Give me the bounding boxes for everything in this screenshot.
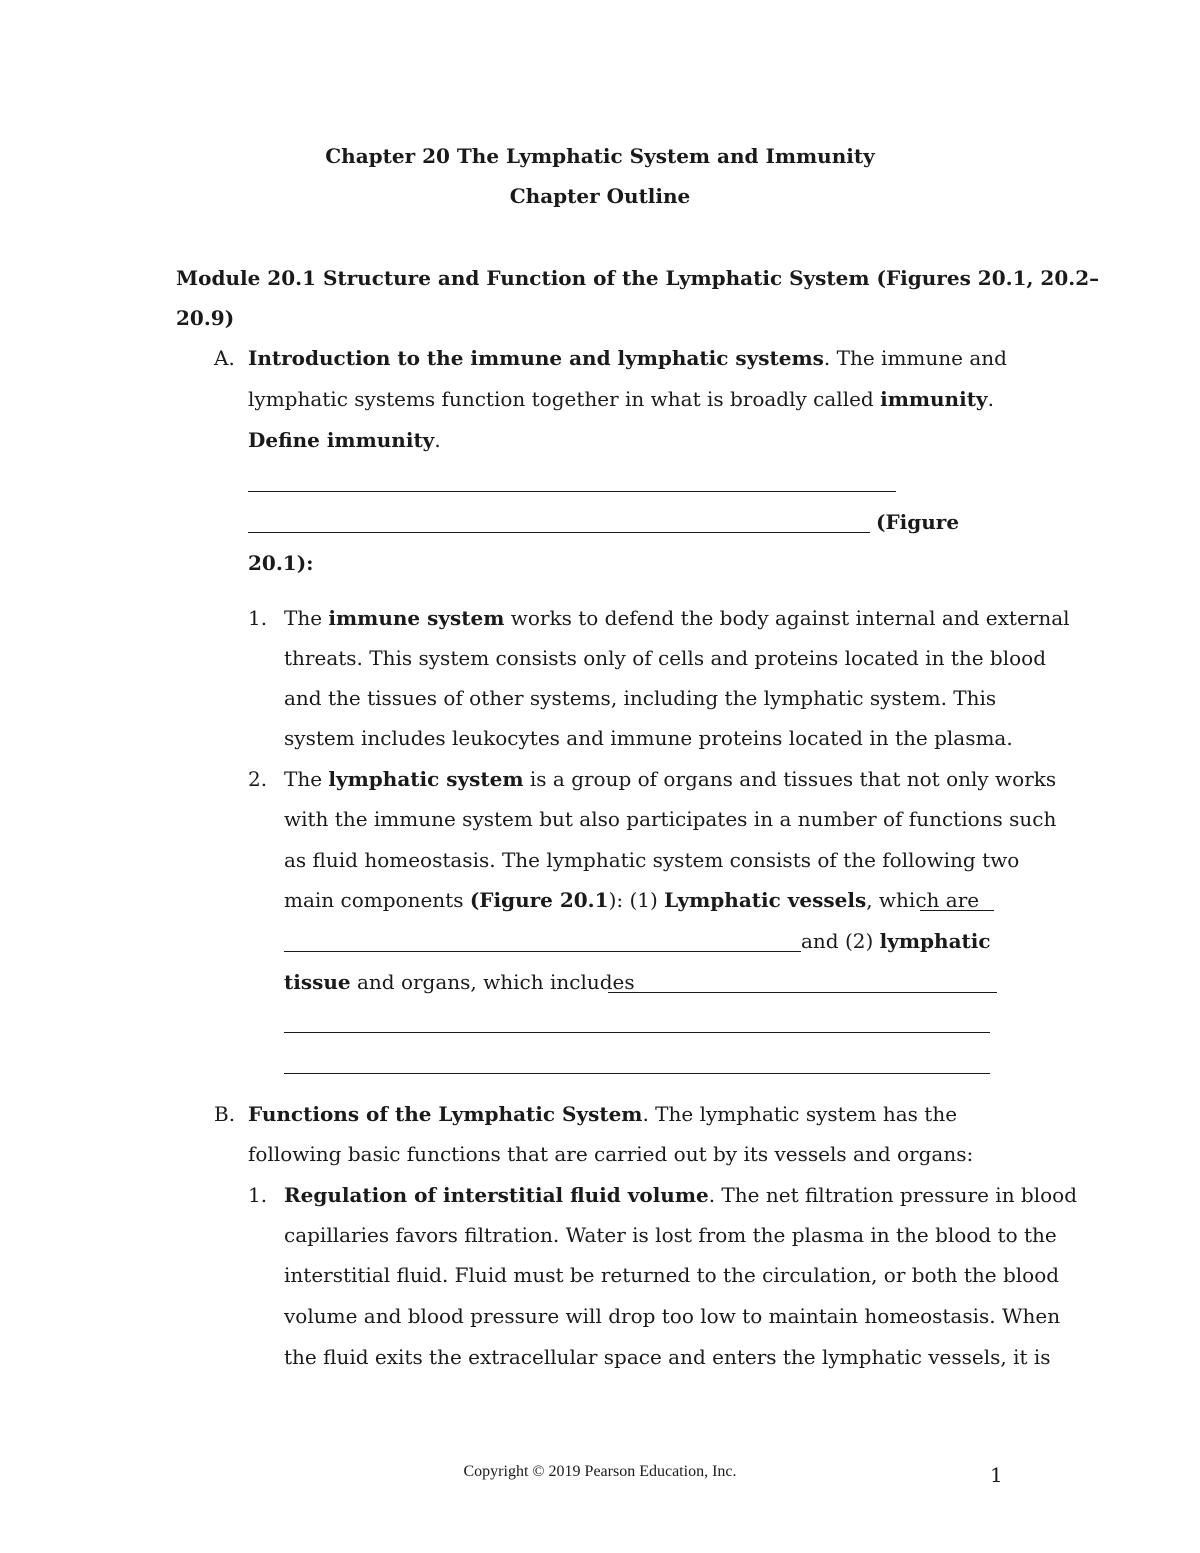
page-number: 1 bbox=[990, 1463, 1003, 1487]
figure-ref-line2: 20.1): bbox=[248, 551, 314, 575]
list-item-line bbox=[284, 1185, 1077, 1205]
section-b-line2: following basic functions that are carried out by its vessels and organs: bbox=[248, 1142, 974, 1166]
list-item-line bbox=[284, 890, 979, 910]
list-item-line: interstitial fluid. Fluid must be returned to the circulation, or both the blood bbox=[284, 1263, 1060, 1287]
answer-blank-vessels-a[interactable] bbox=[920, 910, 994, 911]
section-b-heading: Functions of the Lymphatic System bbox=[248, 1102, 643, 1126]
copyright-footer: Copyright © 2019 Pearson Education, Inc. bbox=[463, 1463, 737, 1480]
immune-system-term: immune system bbox=[328, 606, 505, 630]
lymphatic-term: lymphatic bbox=[879, 929, 991, 953]
list-item-line bbox=[801, 931, 991, 951]
answer-blank-vessels-b[interactable] bbox=[284, 951, 801, 952]
section-a-heading: Introduction to the immune and lymphatic systems bbox=[248, 346, 824, 370]
module-heading-line2: 20.9) bbox=[176, 306, 235, 330]
list-item-line bbox=[284, 972, 635, 992]
list-item-line: capillaries favors filtration. Water is lost from the plasma in the blood to the bbox=[284, 1223, 1057, 1247]
list-item-line: and the tissues of other systems, including the lymphatic system. This bbox=[284, 686, 997, 710]
module-heading-line1: Module 20.1 Structure and Function of the Lymphatic System (Figures 20.1, 20.2– bbox=[176, 266, 1100, 290]
section-b-marker: B. bbox=[214, 1102, 236, 1126]
list-item-line: as fluid homeostasis. The lymphatic system consists of the following two bbox=[284, 848, 1020, 872]
list-item-marker: 1. bbox=[248, 1183, 268, 1207]
immunity-term: immunity bbox=[880, 387, 988, 411]
section-a-line1-text: . The immune and bbox=[823, 346, 1007, 370]
text-span: main components bbox=[284, 888, 470, 912]
list-item-line bbox=[284, 769, 1056, 789]
text-span: works to defend the body against internal and external bbox=[504, 606, 1070, 630]
section-b-line1 bbox=[248, 1104, 957, 1124]
section-a-marker: A. bbox=[214, 346, 235, 370]
tissue-term: tissue bbox=[284, 970, 351, 994]
text-span: . The lymphatic system has the bbox=[642, 1102, 958, 1126]
text-span: is a group of organs and tissues that not only works bbox=[523, 767, 1057, 791]
text-span: . The net filtration pressure in blood bbox=[708, 1183, 1078, 1207]
answer-blank-line-2[interactable] bbox=[248, 532, 870, 533]
chapter-title: Chapter 20 The Lymphatic System and Immunity bbox=[325, 144, 875, 168]
text-span: ): (1) bbox=[608, 888, 665, 912]
figure-ref: (Figure 20.1 bbox=[469, 888, 609, 912]
answer-blank-line-1[interactable] bbox=[248, 491, 896, 492]
answer-blank-tissue-c[interactable] bbox=[284, 1073, 990, 1074]
figure-ref-line1: (Figure bbox=[876, 510, 960, 534]
text-span: and organs, which includes bbox=[350, 970, 635, 994]
define-immunity-prompt: Define immunity bbox=[248, 428, 435, 452]
text-span: The bbox=[284, 606, 329, 630]
section-a-line2-end: . bbox=[987, 387, 994, 411]
list-item-line: threats. This system consists only of cells and proteins located in the blood bbox=[284, 646, 1047, 670]
chapter-subtitle: Chapter Outline bbox=[509, 184, 691, 208]
list-item-line bbox=[284, 608, 1070, 628]
section-a-line2 bbox=[248, 389, 994, 409]
list-item-line: with the immune system but also participates in a number of functions such bbox=[284, 807, 1057, 831]
text-span: , which are bbox=[866, 888, 980, 912]
define-immunity-line bbox=[248, 430, 441, 450]
list-item-marker: 1. bbox=[248, 606, 268, 630]
fluid-volume-term: Regulation of interstitial fluid volume bbox=[284, 1183, 709, 1207]
list-item-line: the fluid exits the extracellular space and enters the lymphatic vessels, it is bbox=[284, 1345, 1051, 1369]
list-item-line: system includes leukocytes and immune proteins located in the plasma. bbox=[284, 726, 1013, 750]
text-span: and (2) bbox=[801, 929, 880, 953]
section-a-line1 bbox=[248, 348, 1007, 368]
lymphatic-vessels-term: Lymphatic vessels bbox=[664, 888, 867, 912]
define-immunity-end: . bbox=[434, 428, 441, 452]
list-item-marker: 2. bbox=[248, 767, 268, 791]
text-span: The bbox=[284, 767, 329, 791]
lymphatic-system-term: lymphatic system bbox=[328, 767, 524, 791]
answer-blank-tissue-b[interactable] bbox=[284, 1032, 990, 1033]
answer-blank-tissue-a[interactable] bbox=[608, 992, 997, 993]
section-a-line2-text: lymphatic systems function together in what is broadly called bbox=[248, 387, 881, 411]
list-item-line: volume and blood pressure will drop too low to maintain homeostasis. When bbox=[284, 1304, 1061, 1328]
